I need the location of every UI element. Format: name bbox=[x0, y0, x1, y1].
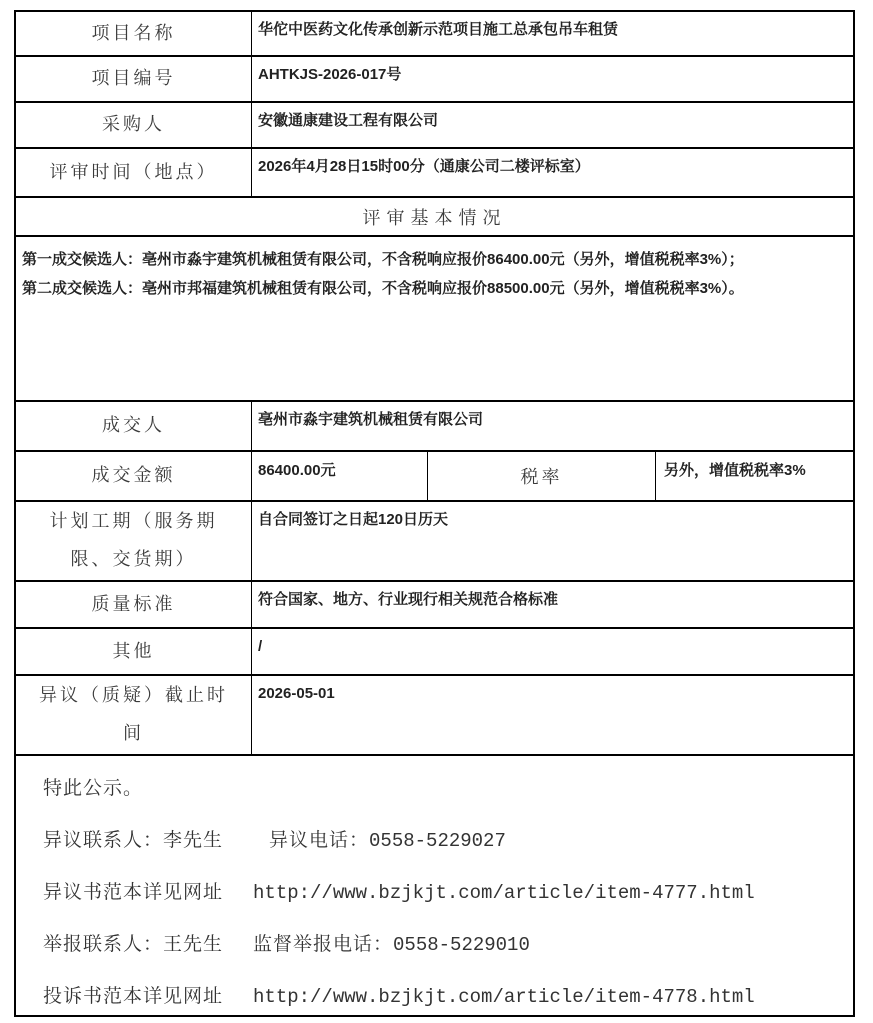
winner-value: 亳州市淼宇建筑机械租赁有限公司 bbox=[258, 411, 484, 428]
amount-value: 86400.00元 bbox=[252, 452, 428, 500]
row-quality-standard bbox=[16, 582, 853, 629]
complaint-template-url: http://www.bzjkjt.com/article/item-4778.html bbox=[253, 986, 755, 1008]
objection-template-label: 异议书范本详见网址 bbox=[43, 882, 224, 903]
row-footer bbox=[16, 756, 853, 1015]
second-candidate-line: 第二成交候选人：亳州市邦福建筑机械租赁有限公司，不含税响应报价88500.00元（另外，增值税税率3%）。 bbox=[22, 280, 744, 297]
row-section-header bbox=[16, 198, 853, 237]
report-contact-line bbox=[43, 932, 833, 958]
purchaser-label: 采购人 bbox=[16, 103, 252, 147]
quality-standard-value: 符合国家、地方、行业现行相关规范合格标准 bbox=[258, 591, 559, 608]
objection-deadline-label: 异议（质疑）截止时间 bbox=[16, 676, 252, 754]
row-objection-deadline bbox=[16, 676, 853, 756]
row-project-number bbox=[16, 57, 853, 103]
objection-template-line bbox=[43, 880, 833, 906]
row-review-time bbox=[16, 149, 853, 198]
review-time-label: 评审时间（地点） bbox=[16, 149, 252, 196]
objection-deadline-value: 2026-05-01 bbox=[258, 685, 335, 702]
tax-rate-label: 税率 bbox=[428, 452, 656, 500]
footer-cell bbox=[16, 756, 853, 1015]
candidates-cell bbox=[16, 237, 853, 400]
objection-contact: 异议联系人：李先生 bbox=[43, 830, 224, 851]
complaint-template-line bbox=[43, 984, 833, 1010]
report-phone: 0558-5229010 bbox=[393, 934, 530, 956]
section-header: 评审基本情况 bbox=[362, 207, 507, 228]
first-candidate-line: 第一成交候选人：亳州市淼宇建筑机械租赁有限公司，不含税响应报价86400.00元（另外，增值税税率3%）； bbox=[22, 251, 744, 268]
row-candidates bbox=[16, 237, 853, 402]
project-number-label: 项目编号 bbox=[16, 57, 252, 101]
bid-result-table bbox=[14, 10, 855, 1017]
plan-period-value: 自合同签订之日起120日历天 bbox=[258, 511, 449, 528]
notice-text: 特此公示。 bbox=[43, 778, 144, 799]
row-other bbox=[16, 629, 853, 676]
project-name-value: 华佗中医药文化传承创新示范项目施工总承包吊车租赁 bbox=[258, 21, 619, 38]
report-contact: 举报联系人：王先生 bbox=[43, 934, 224, 955]
plan-period-label: 计划工期（服务期限、交货期） bbox=[16, 502, 252, 580]
other-value: / bbox=[258, 638, 263, 655]
row-plan-period bbox=[16, 502, 853, 582]
quality-standard-label: 质量标准 bbox=[16, 582, 252, 627]
row-purchaser bbox=[16, 103, 853, 149]
review-time-value: 2026年4月28日15时00分（通康公司二楼评标室） bbox=[258, 158, 590, 175]
row-project-name bbox=[16, 12, 853, 57]
tax-rate-value: 另外，增值税税率3% bbox=[664, 462, 806, 479]
objection-phone-label: 异议电话： bbox=[269, 830, 370, 851]
objection-contact-line bbox=[43, 828, 833, 854]
objection-template-url: http://www.bzjkjt.com/article/item-4777.html bbox=[253, 882, 755, 904]
project-number-value: AHTKJS-2026-017号 bbox=[258, 66, 402, 83]
project-name-label: 项目名称 bbox=[16, 12, 252, 55]
winner-label: 成交人 bbox=[16, 402, 252, 450]
amount-label: 成交金额 bbox=[16, 452, 252, 500]
report-phone-label: 监督举报电话： bbox=[253, 934, 394, 955]
notice-line bbox=[43, 776, 833, 802]
row-winner bbox=[16, 402, 853, 452]
purchaser-value: 安徽通康建设工程有限公司 bbox=[258, 112, 439, 129]
other-label: 其他 bbox=[16, 629, 252, 674]
complaint-template-label: 投诉书范本详见网址 bbox=[43, 986, 224, 1007]
objection-phone: 0558-5229027 bbox=[369, 830, 506, 852]
row-amount bbox=[16, 452, 853, 502]
